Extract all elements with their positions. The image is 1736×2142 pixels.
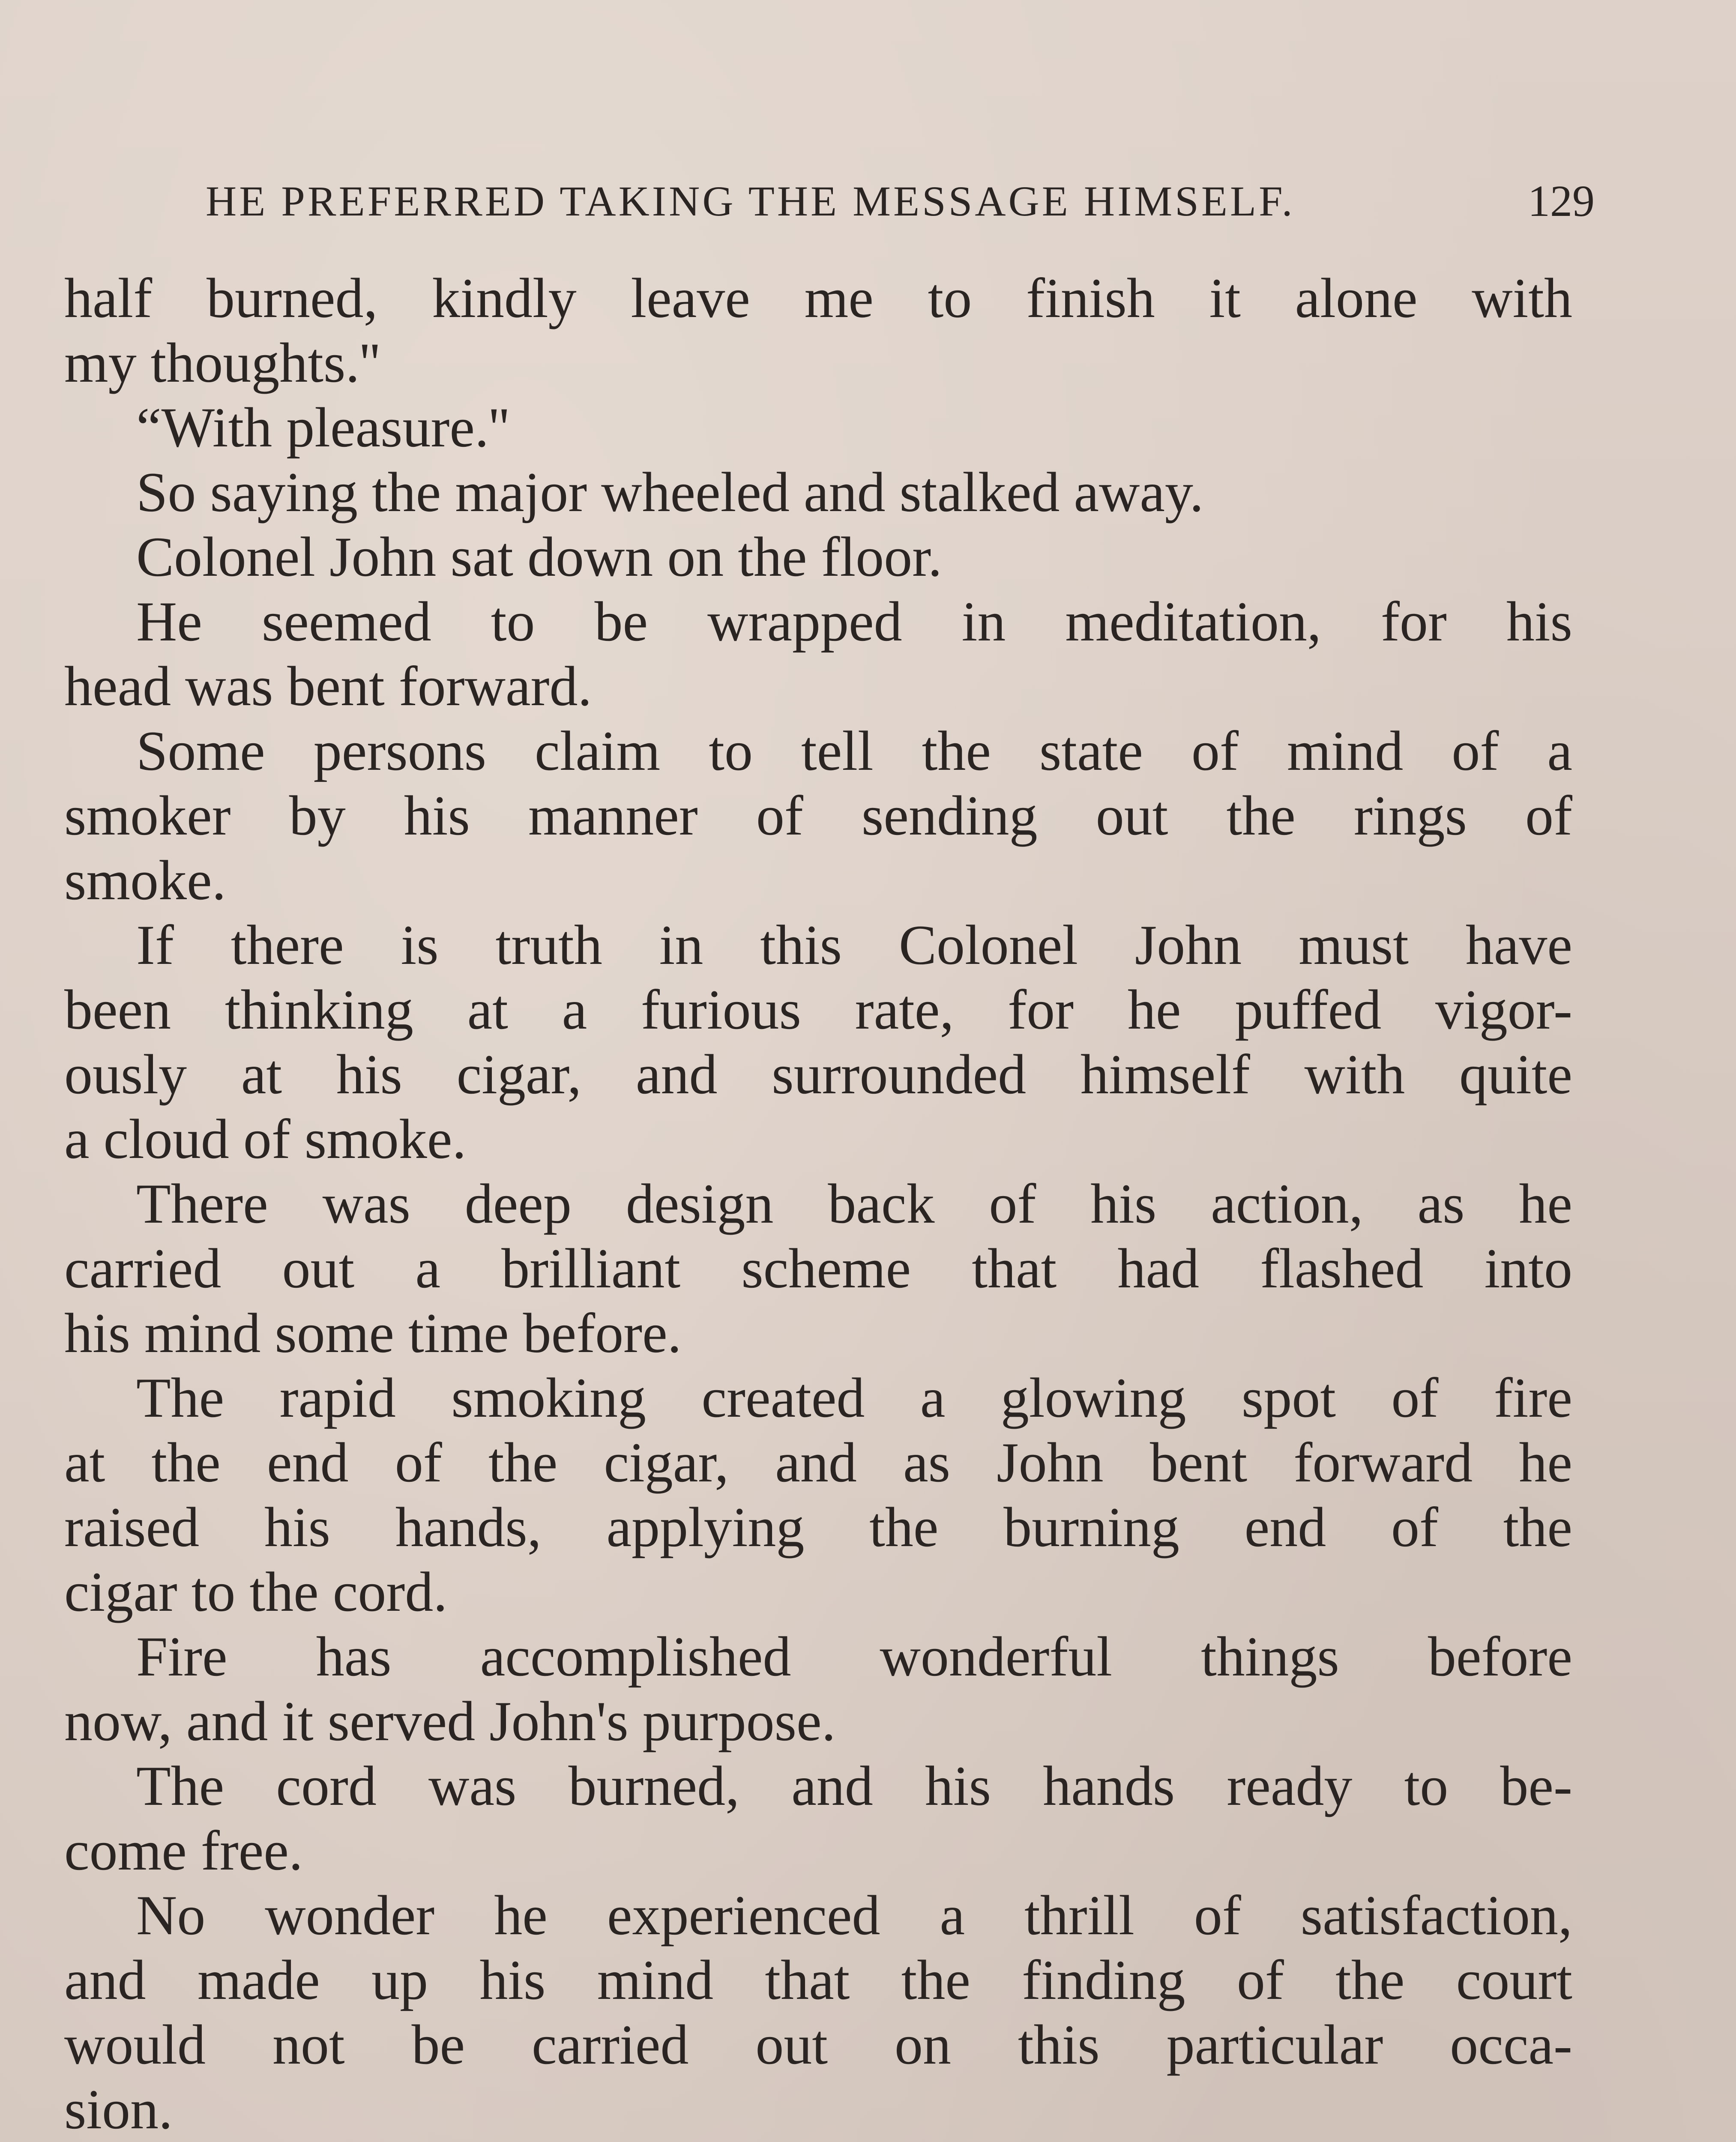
text-line: cigar to the cord.: [64, 1560, 448, 1623]
page-number: 129: [1528, 177, 1595, 226]
text-line: Colonel John sat down on the floor.: [136, 525, 942, 588]
text-line: carried out a brilliant scheme that had flashed into: [64, 1237, 1572, 1300]
text-line: come free.: [64, 1819, 303, 1882]
text-line: Some persons claim to tell the state of mind of a: [136, 719, 1572, 782]
text-line: If there is truth in this Colonel John must have: [136, 913, 1572, 976]
text-line: “With pleasure.'': [136, 396, 509, 459]
text-line: half burned, kindly leave me to finish it alone with: [64, 266, 1572, 329]
text-line: my thoughts.'': [64, 331, 380, 394]
text-line: Fire has accomplished wonderful things before: [136, 1625, 1572, 1688]
body-text: [64, 266, 1572, 2142]
text-line: at the end of the cigar, and as John bent forward he: [64, 1431, 1572, 1494]
running-head: [64, 171, 1595, 231]
text-line: been thinking at a furious rate, for he puffed vigor-: [64, 978, 1572, 1041]
text-line: So saying the major wheeled and stalked away.: [136, 461, 1204, 524]
text-line: The cord was burned, and his hands ready to be-: [136, 1754, 1572, 1817]
text-line: smoke.: [64, 849, 226, 912]
text-line: head was bent forward.: [64, 655, 592, 718]
text-line: would not be carried out on this particular occa-: [64, 2013, 1572, 2076]
text-line: There was deep design back of his action, as he: [136, 1172, 1572, 1235]
text-line: now, and it served John's purpose.: [64, 1690, 836, 1753]
text-line: He seemed to be wrapped in meditation, for his: [136, 590, 1572, 653]
text-line: raised his hands, applying the burning end of the: [64, 1496, 1572, 1559]
text-line: No wonder he experienced a thrill of satisfaction,: [136, 1884, 1572, 1947]
running-head-title: HE PREFERRED TAKING THE MESSAGE HIMSELF.: [206, 177, 1295, 225]
text-line: his mind some time before.: [64, 1301, 682, 1364]
text-line: The rapid smoking created a glowing spot of fire: [136, 1366, 1572, 1429]
text-line: and made up his mind that the finding of the court: [64, 1948, 1572, 2011]
text-line: a cloud of smoke.: [64, 1107, 467, 1170]
text-line: smoker by his manner of sending out the rings of: [64, 784, 1572, 847]
text-line: sion.: [64, 2078, 173, 2141]
text-line: ously at his cigar, and surrounded himself with quite: [64, 1043, 1572, 1106]
